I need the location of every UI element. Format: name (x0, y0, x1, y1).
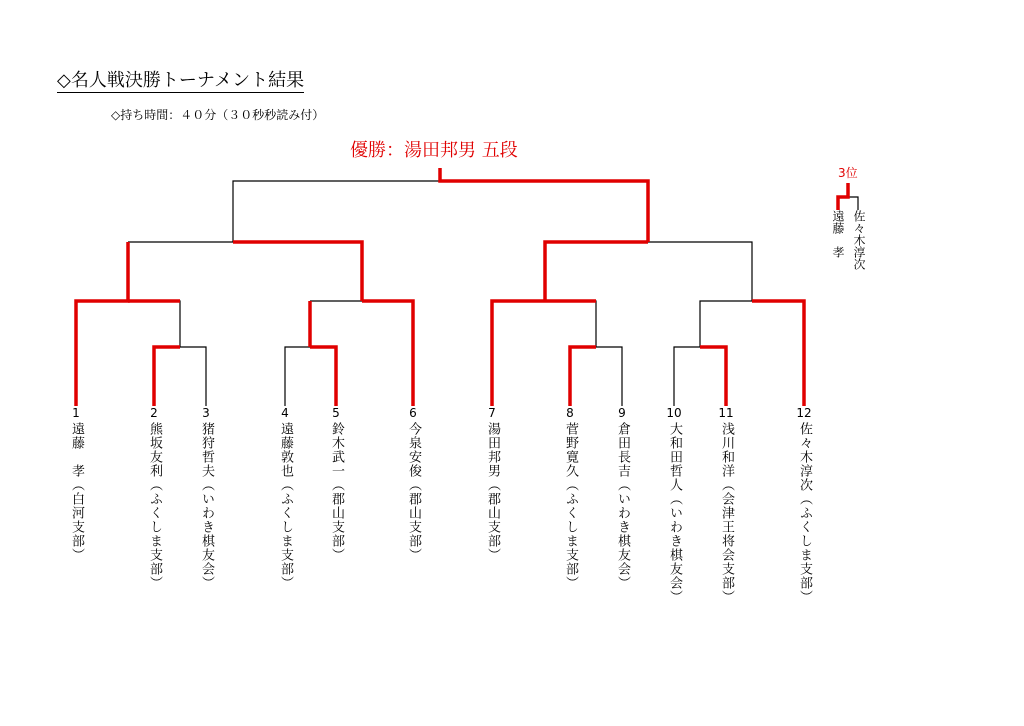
player-5 (326, 406, 346, 562)
seed-number: 8 (566, 406, 574, 420)
player-name: 佐々木淳次（ふくしま支部） (797, 422, 812, 604)
player-name: 遠藤 孝（白河支部） (69, 422, 84, 562)
player-name: 浅川和洋（会津王将会支部） (719, 422, 734, 604)
player-name: 猪狩哲夫（いわき棋友会） (199, 422, 214, 590)
player-name: 遠藤敦也（ふくしま支部） (278, 422, 293, 590)
seed-number: 10 (666, 406, 682, 420)
player-4 (275, 406, 295, 590)
player-7 (482, 406, 502, 562)
player-name: 今泉安俊（郡山支部） (406, 422, 421, 562)
player-6 (403, 406, 423, 562)
player-name: 菅野寛久（ふくしま支部） (563, 422, 578, 590)
player-12 (794, 406, 814, 604)
seed-number: 9 (618, 406, 626, 420)
player-8 (560, 406, 580, 590)
player-name: 熊坂友利（ふくしま支部） (147, 422, 162, 590)
player-1 (66, 406, 86, 562)
player-10 (664, 406, 684, 604)
seed-number: 6 (409, 406, 417, 420)
time-control-note: ◇持ち時間：４０分（３０秒秒読み付） (111, 108, 325, 122)
player-11 (716, 406, 736, 604)
bracket-lines-red (76, 168, 848, 406)
player-name: 倉田長吉（いわき棋友会） (615, 422, 630, 590)
seed-number: 4 (281, 406, 289, 420)
seed-number: 2 (150, 406, 158, 420)
third-place-label: 3位 (838, 166, 858, 180)
seed-number: 5 (332, 406, 340, 420)
player-name: 湯田邦男（郡山支部） (485, 422, 500, 562)
champion-label: 優勝：湯田邦男 五段 (350, 140, 518, 161)
page-title: ◇名人戦決勝トーナメント結果 (57, 70, 305, 91)
player-name: 大和田哲人（いわき棋友会） (667, 422, 682, 604)
player-name: 鈴木武一（郡山支部） (329, 422, 344, 562)
seed-number: 3 (202, 406, 210, 420)
seed-number: 12 (796, 406, 812, 420)
third-place-runner: 佐々木淳次 (852, 210, 866, 270)
third-place-winner: 遠藤 孝 (831, 210, 845, 258)
player-3 (196, 406, 216, 590)
seed-number: 1 (72, 406, 80, 420)
seed-number: 11 (718, 406, 734, 420)
seed-number: 7 (488, 406, 496, 420)
player-9 (612, 406, 632, 590)
player-2 (144, 406, 164, 590)
